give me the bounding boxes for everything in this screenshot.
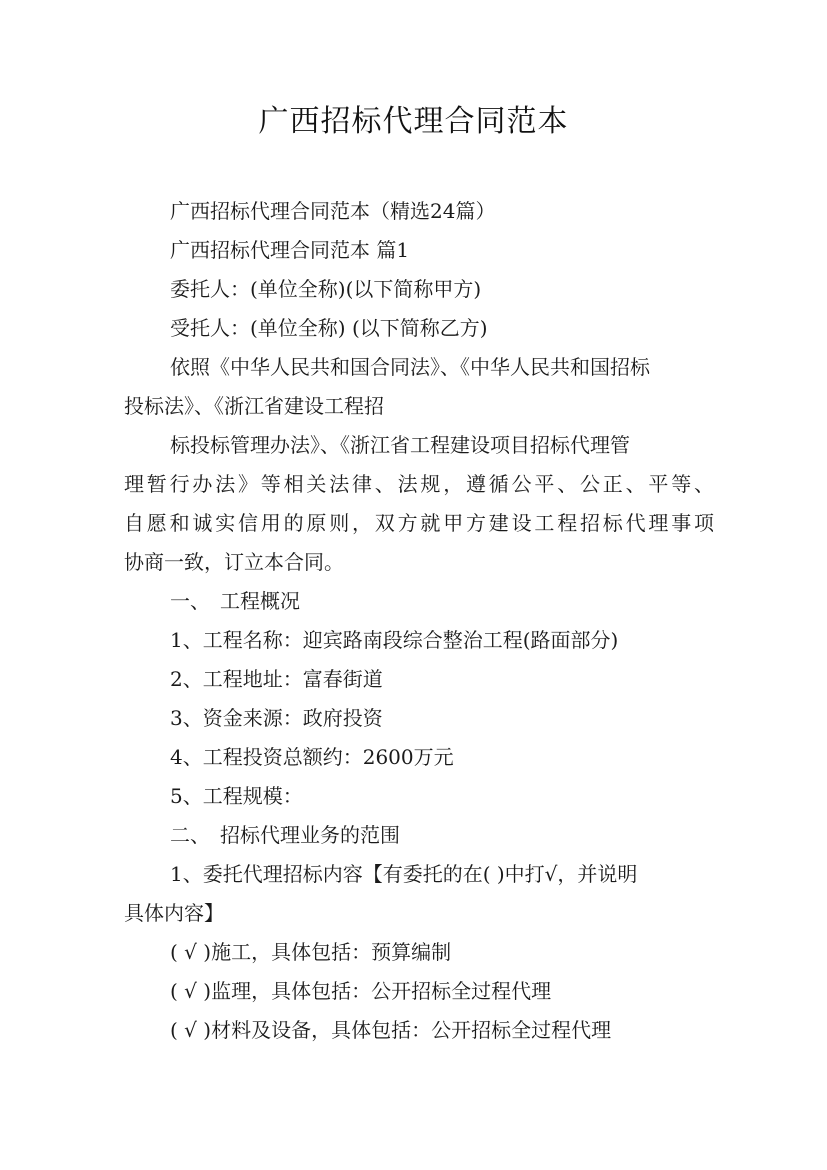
clause-line: 委托人：(单位全称)(以下简称甲方) (170, 277, 482, 301)
paragraph-line: 依照《中华人民共和国合同法》、《中华人民共和国招标 (170, 355, 650, 379)
list-item: 具体内容】 (124, 901, 224, 925)
section-heading: 广西招标代理合同范本 篇1 (170, 238, 410, 262)
checklist-item: ( √ )施工，具体包括：预算编制 (170, 940, 452, 964)
subtitle-line: 广西招标代理合同范本（精选24篇） (170, 199, 496, 223)
clause-line: 受托人：(单位全称) (以下简称乙方) (170, 316, 488, 340)
list-item: 5、工程规模： (170, 784, 303, 808)
list-item: 1、委托代理招标内容【有委托的在( )中打√，并说明 (170, 862, 638, 886)
list-item: 4、工程投资总额约：2600万元 (170, 745, 454, 769)
section-heading: 一、 工程概况 (170, 589, 300, 613)
paragraph-line: 投标法》、《浙江省建设工程招 (124, 394, 384, 418)
checklist-item: ( √ )监理，具体包括：公开招标全过程代理 (170, 979, 552, 1003)
paragraph-line: 协商一致，订立本合同。 (124, 550, 344, 574)
paragraph-line: 标投标管理办法》、《浙江省工程建设项目招标代理管 (170, 433, 630, 457)
paragraph-line: 理暂行办法》等相关法律、法规，遵循公平、公正、平等、 (124, 472, 714, 496)
list-item: 3、资金来源：政府投资 (170, 706, 383, 730)
paragraph-line: 自愿和诚实信用的原则，双方就甲方建设工程招标代理事项 (124, 511, 714, 535)
document-title: 广西招标代理合同范本 (258, 104, 569, 139)
section-heading: 二、 招标代理业务的范围 (170, 823, 400, 847)
list-item: 2、工程地址：富春街道 (170, 667, 383, 691)
list-item: 1、工程名称：迎宾路南段综合整治工程(路面部分) (170, 628, 619, 652)
checklist-item: ( √ )材料及设备，具体包括：公开招标全过程代理 (170, 1018, 612, 1042)
